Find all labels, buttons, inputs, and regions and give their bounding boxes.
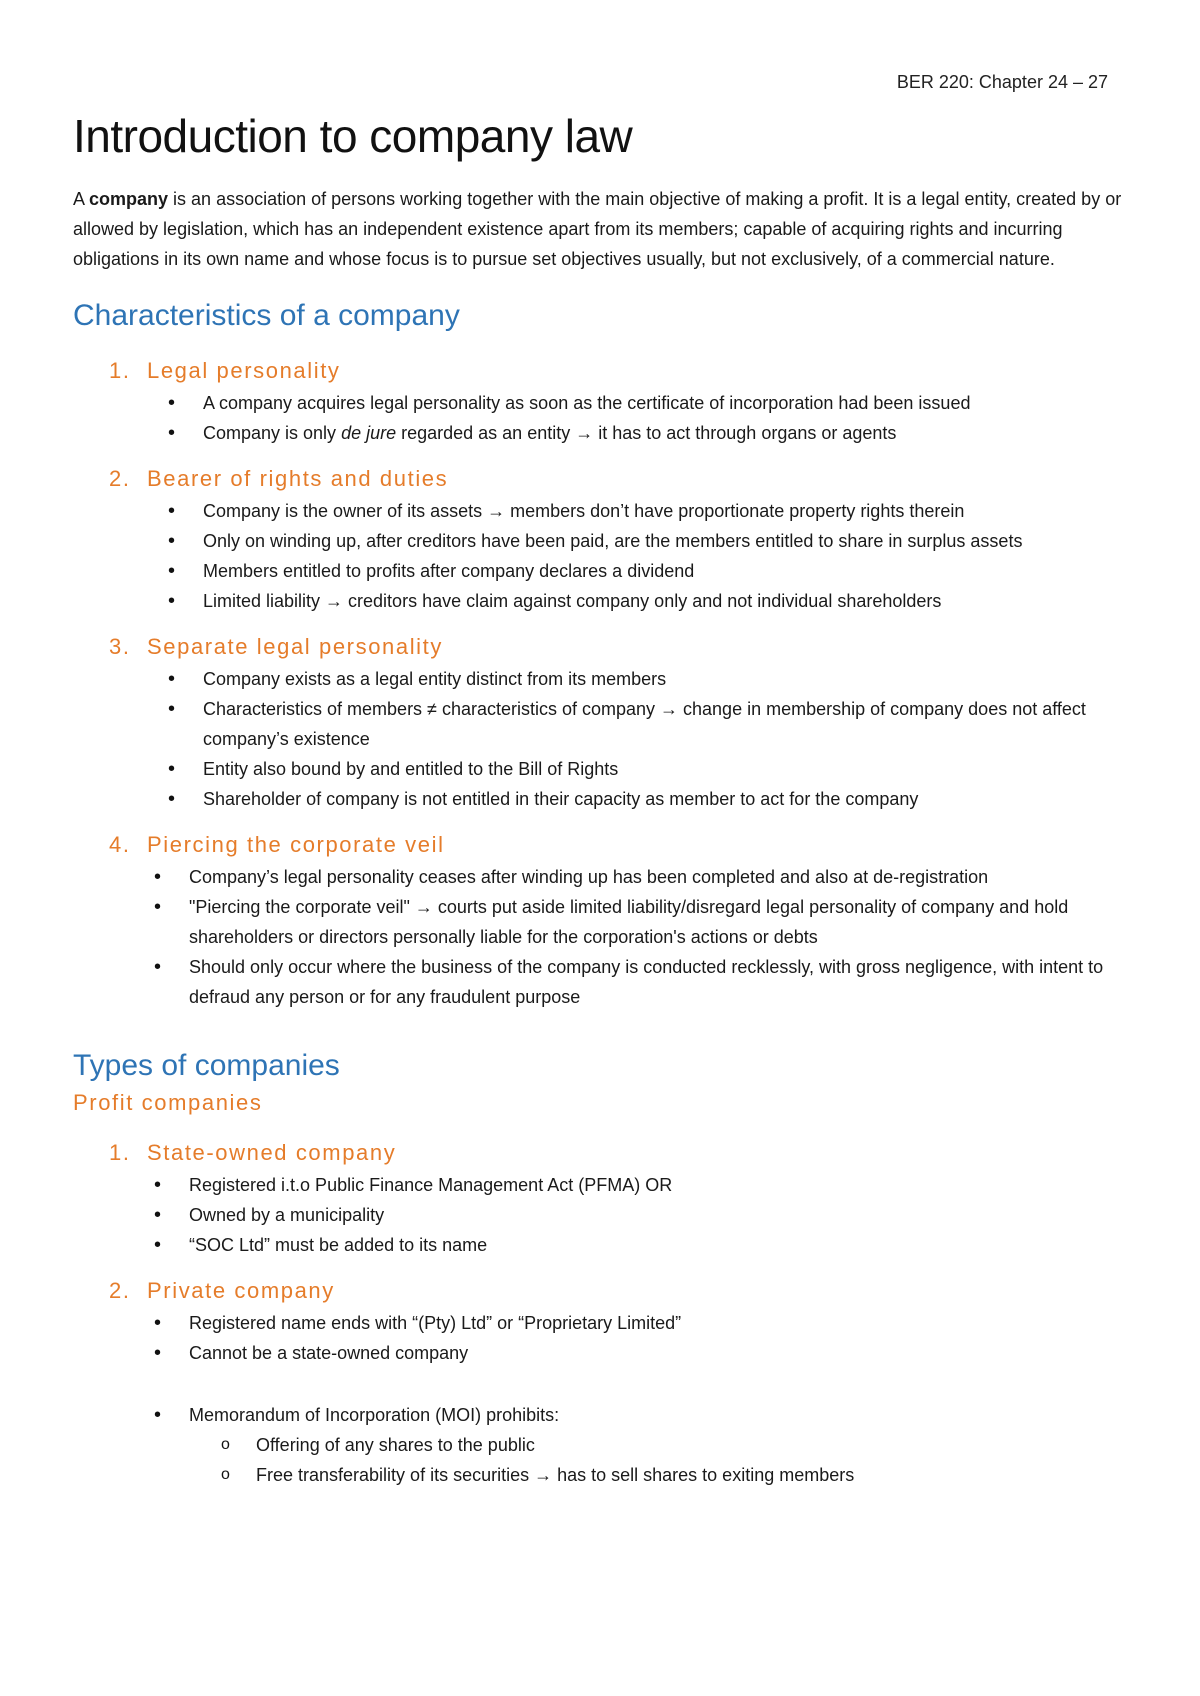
intro-term: company	[89, 189, 169, 209]
item-number: 4.	[109, 832, 131, 857]
bullet-list	[73, 664, 1133, 814]
bullet-list	[73, 1170, 1133, 1260]
document-content	[73, 106, 1133, 1490]
list-item: • “SOC Ltd” must be added to its name	[73, 1230, 1133, 1260]
sub-bullet-list	[73, 1430, 1133, 1490]
intro-paragraph	[73, 184, 1133, 274]
item-title: Piercing the corporate veil	[147, 832, 445, 857]
list-item: • Registered name ends with “(Pty) Ltd” or “Proprietary Limited”	[73, 1308, 1133, 1338]
list-item-part: Company is only	[203, 423, 342, 443]
item-number: 1.	[109, 1140, 131, 1165]
bullet-list	[73, 1400, 1133, 1430]
bullet-list	[73, 862, 1133, 1012]
sub-list-item: o Free transferability of its securities → has to sell shares to exiting members	[73, 1460, 1133, 1490]
item-number: 2.	[109, 1278, 131, 1303]
characteristic-heading	[109, 356, 1133, 386]
intro-text: is an association of persons working together with the main objective of making a profit. It is a legal entity, created by or allowed by legislation, which has an independent existence apart from its members; capable of acquiring rights and incurring obligations in its own name and whose focus is to pursue set objectives usually, but not exclusively, of a commercial nature.	[73, 189, 1122, 269]
item-title: Separate legal personality	[147, 634, 443, 659]
item-title: Private company	[147, 1278, 335, 1303]
list-item: • Company exists as a legal entity distinct from its members	[73, 664, 1133, 694]
list-item: • Characteristics of members ≠ characteristics of company → change in membership of company does not affect company’s existence	[73, 694, 1133, 754]
item-number: 1.	[109, 358, 131, 383]
list-item: • A company acquires legal personality as soon as the certificate of incorporation had been issued	[73, 388, 1133, 418]
types-heading: Types of companies	[73, 1049, 340, 1082]
bullet-list	[73, 388, 1133, 448]
course-header: BER 220: Chapter 24 – 27	[896, 72, 1108, 92]
list-item: • Owned by a municipality	[73, 1200, 1133, 1230]
page-title: Introduction to company law	[73, 110, 633, 162]
list-item: • Registered i.t.o Public Finance Management Act (PFMA) OR	[73, 1170, 1133, 1200]
item-title: State-owned company	[147, 1140, 397, 1165]
list-item-part: regarded as an entity → it has to act through organs or agents	[396, 423, 897, 443]
characteristic-heading	[109, 830, 1133, 860]
intro-lead: A	[73, 189, 90, 209]
list-item: • Members entitled to profits after company declares a dividend	[73, 556, 1133, 586]
bullet-list	[73, 1308, 1133, 1368]
list-item: • Limited liability → creditors have claim against company only and not individual shareholders	[73, 586, 1133, 616]
profit-companies-heading: Profit companies	[73, 1090, 263, 1115]
bullet-list	[73, 496, 1133, 616]
list-item: • "Piercing the corporate veil" → courts put aside limited liability/disregard legal personality of company and hold shareholders or directors personally liable for the corporation's actions or debts	[73, 892, 1133, 952]
item-title: Bearer of rights and duties	[147, 466, 449, 491]
list-item: • Should only occur where the business of the company is conducted recklessly, with gross negligence, with intent to defraud any person or for any fraudulent purpose	[73, 952, 1133, 1012]
list-item: • Cannot be a state-owned company	[73, 1338, 1133, 1368]
item-number: 3.	[109, 634, 131, 659]
list-item: • Company’s legal personality ceases after winding up has been completed and also at de-registration	[73, 862, 1133, 892]
list-item: • Only on winding up, after creditors have been paid, are the members entitled to share in surplus assets	[73, 526, 1133, 556]
list-item: • Memorandum of Incorporation (MOI) prohibits:	[73, 1400, 1133, 1430]
sub-list-item: o Offering of any shares to the public	[73, 1430, 1133, 1460]
company-type-heading	[109, 1138, 1133, 1168]
list-item: • Entity also bound by and entitled to the Bill of Rights	[73, 754, 1133, 784]
company-type-heading	[109, 1276, 1133, 1306]
characteristic-heading	[109, 464, 1133, 494]
item-number: 2.	[109, 466, 131, 491]
item-title: Legal personality	[147, 358, 341, 383]
list-item: • Company is the owner of its assets → members don’t have proportionate property rights therein	[73, 496, 1133, 526]
list-item-emphasis: de jure	[341, 423, 397, 443]
list-item: • Shareholder of company is not entitled in their capacity as member to act for the company	[73, 784, 1133, 814]
spacer	[73, 1368, 1133, 1398]
list-item	[73, 418, 1133, 448]
characteristics-heading: Characteristics of a company	[73, 299, 460, 332]
characteristic-heading	[109, 632, 1133, 662]
